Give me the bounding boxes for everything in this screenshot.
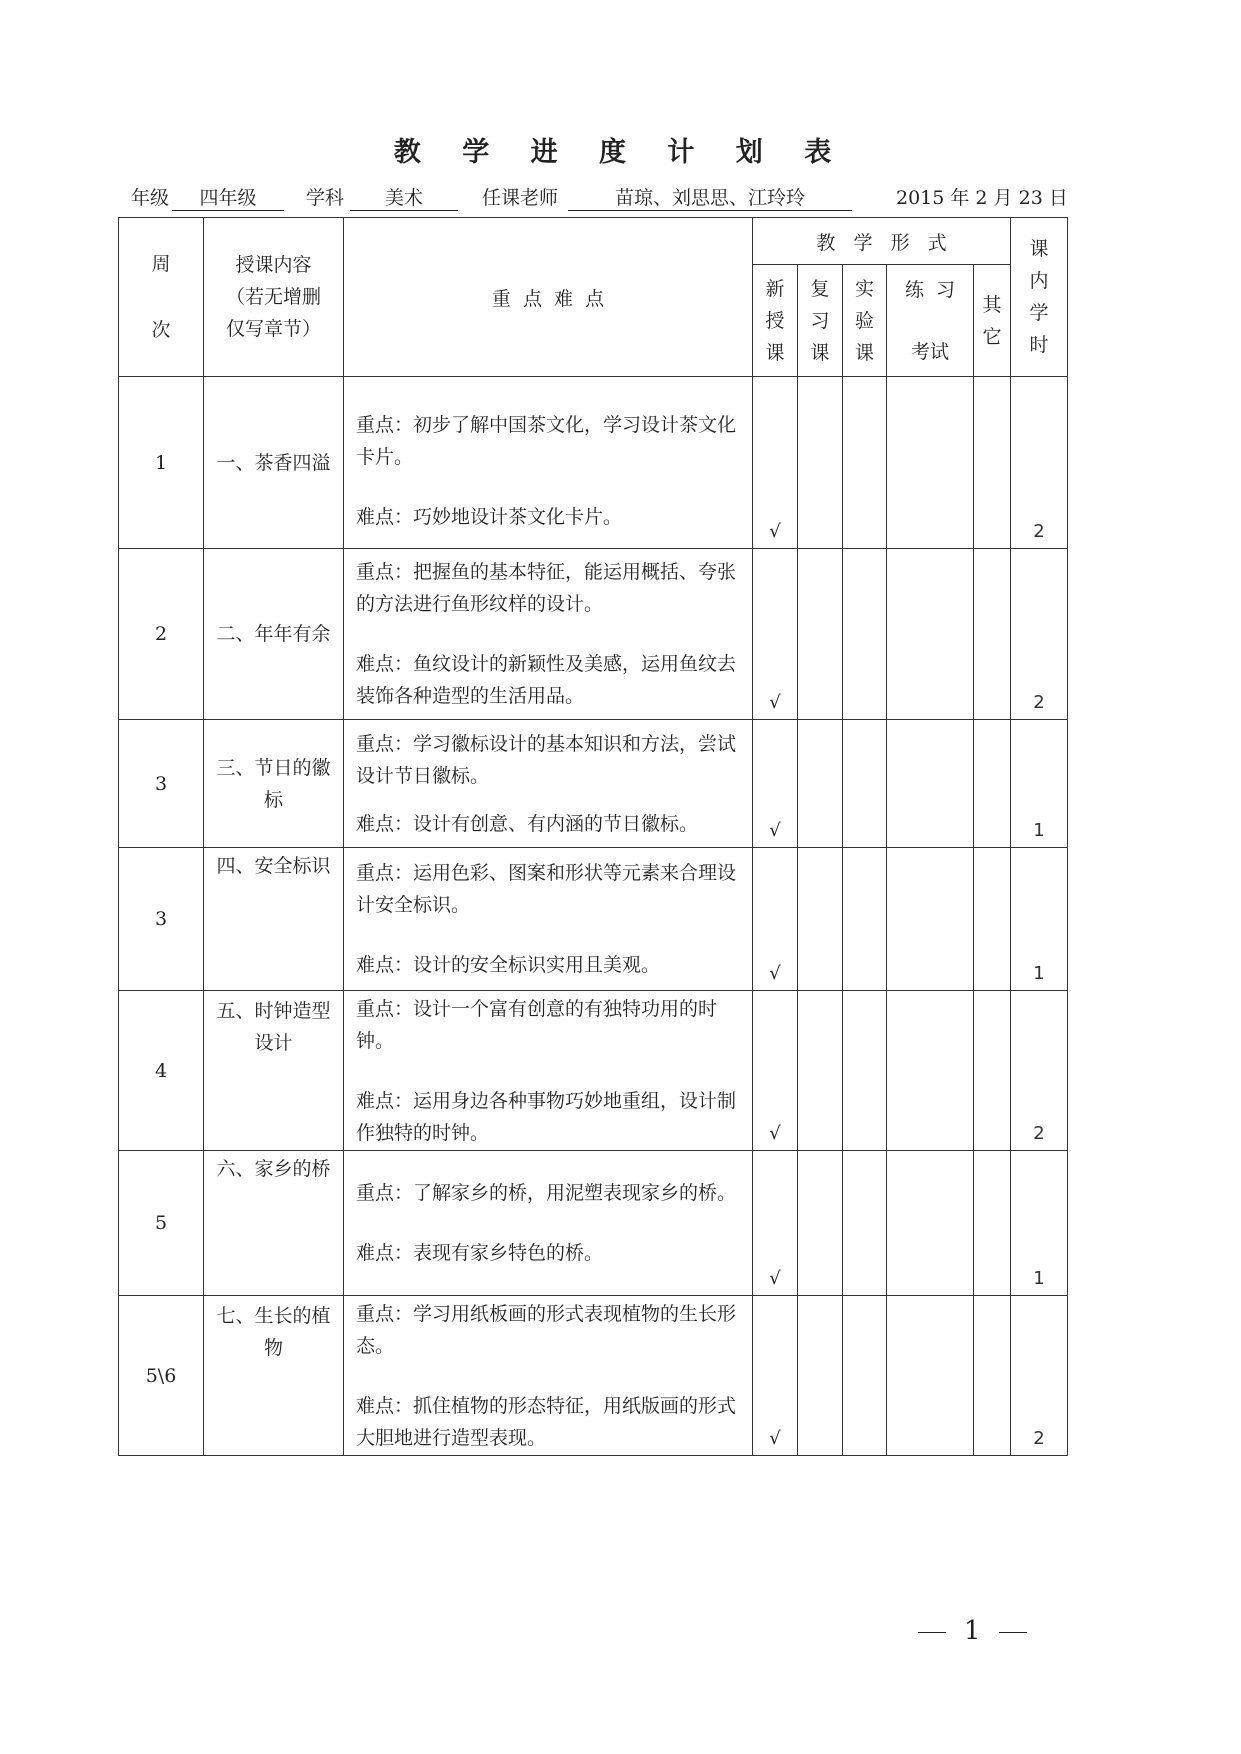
difficulty-text: 难点：巧妙地设计茶文化卡片。 [356,505,623,528]
new-lesson-check: √ [753,991,798,1151]
hours-cell: 1 [1011,848,1068,991]
difficulty-text: 难点：表现有家乡特色的桥。 [356,1242,604,1264]
difficulty-text: 难点：运用身边各种事物巧妙地重组，设计制作独特的时钟。 [356,1089,737,1144]
experiment-cell [843,1151,887,1296]
subject-value: 美术 [350,186,458,211]
other-cell [974,848,1011,991]
difficulty-text: 难点：鱼纹设计的新颖性及美感，运用鱼纹去装饰各种造型的生活用品。 [356,653,737,707]
experiment-cell [843,848,887,991]
experiment-cell [843,377,887,549]
page-number-value: 1 [964,1616,981,1646]
focus-header [344,218,753,377]
hours-cell: 2 [1011,377,1068,549]
review-cell [798,848,843,991]
table-row [119,1151,1068,1296]
focus-text: 重点：学习徽标设计的基本知识和方法，尝试设计节日徽标。 [356,732,737,787]
week-header-top: 周 [151,253,171,275]
page-dash-right [999,1632,1027,1633]
experiment-header-char-2: 验 [854,309,874,332]
review-cell [798,720,843,848]
focus-cell [344,1296,753,1456]
new-header-char-3: 课 [765,341,785,364]
new-header-char-1: 新 [765,277,785,300]
content-cell: 三、节日的徽标 [204,720,344,848]
content-cell: 四、安全标识 [204,848,344,991]
hours-cell: 2 [1011,991,1068,1151]
other-cell [974,377,1011,549]
review-cell [798,377,843,549]
review-header-char-1: 复 [810,277,830,300]
teacher-value: 苗琼、刘思思、江玲玲 [568,186,852,211]
practice-cell [887,1151,974,1296]
date-text: 2015 年 2 月 23 日 [896,187,1068,209]
review-cell [798,991,843,1151]
content-cell: 六、家乡的桥 [204,1151,344,1296]
practice-cell [887,549,974,720]
experiment-cell [843,1296,887,1456]
experiment-lesson-header [843,265,887,377]
page-title: 教 学 进 度 计 划 表 [393,137,848,168]
hours-header-char-2: 内 [1029,270,1049,292]
week-cell: 3 [119,720,204,848]
focus-cell [344,1151,753,1296]
grade-label: 年级 [131,187,170,209]
new-header-char-2: 授 [765,309,785,332]
hours-header-char-3: 学 [1029,302,1049,324]
table-row [119,549,1068,720]
week-cell: 5 [119,1151,204,1296]
focus-cell [344,720,753,848]
other-cell [974,720,1011,848]
week-header [119,218,204,377]
content-header [204,218,344,377]
teacher-label: 任课老师 [482,187,559,209]
practice-cell [887,991,974,1151]
review-lesson-header [798,265,843,377]
review-header-char-2: 习 [810,309,830,332]
content-header-line2: （若无增删 [225,286,321,308]
page-number [900,1616,1040,1646]
table-row [119,377,1068,549]
form-header-label: 教 学 形 式 [816,231,947,254]
other-cell [974,991,1011,1151]
table-row [119,848,1068,991]
review-cell [798,549,843,720]
content-header-line1: 授课内容 [235,254,312,276]
week-header-bottom: 次 [151,319,171,341]
difficulty-text: 难点：设计的安全标识实用且美观。 [356,954,661,976]
focus-header-label: 重 点 难 点 [491,287,605,310]
grade-value: 四年级 [172,186,284,211]
focus-cell [344,848,753,991]
new-lesson-check: √ [753,720,798,848]
other-header-char-2: 它 [982,325,1002,348]
new-lesson-check: √ [753,1151,798,1296]
other-cell [974,1296,1011,1456]
other-cell [974,1151,1011,1296]
table-row [119,1296,1068,1456]
practice-header-line1: 练 习 [904,278,956,301]
info-line [0,186,1241,212]
other-header [974,265,1011,377]
content-cell: 二、年年有余 [204,549,344,720]
hours-header-char-1: 课 [1029,238,1049,260]
new-lesson-check: √ [753,848,798,991]
hours-cell: 2 [1011,549,1068,720]
week-cell: 3 [119,848,204,991]
week-cell: 4 [119,991,204,1151]
experiment-header-char-3: 课 [854,341,874,364]
focus-text: 重点：设计一个富有创意的有独特功用的时钟。 [356,997,718,1052]
experiment-header-char-1: 实 [854,277,874,300]
practice-cell [887,720,974,848]
week-cell: 1 [119,377,204,549]
content-cell: 七、生长的植物 [204,1296,344,1456]
new-lesson-header [753,265,798,377]
focus-cell [344,991,753,1151]
table-row [119,720,1068,848]
plan-table [118,217,1068,1456]
practice-exam-header [887,265,974,377]
review-cell [798,1151,843,1296]
hours-header [1011,218,1068,377]
hours-cell: 1 [1011,1151,1068,1296]
hours-cell: 2 [1011,1296,1068,1456]
experiment-cell [843,991,887,1151]
difficulty-text: 难点：设计有创意、有内涵的节日徽标。 [356,812,699,835]
practice-cell [887,1296,974,1456]
table-row [119,991,1068,1151]
week-cell: 5\6 [119,1296,204,1456]
week-cell: 2 [119,549,204,720]
focus-text: 重点：了解家乡的桥，用泥塑表现家乡的桥。 [356,1182,737,1204]
difficulty-text: 难点：抓住植物的形态特征，用纸版画的形式大胆地进行造型表现。 [356,1394,737,1449]
hours-header-char-4: 时 [1029,334,1049,356]
content-cell: 五、时钟造型设计 [204,991,344,1151]
practice-header-line2: 考试 [910,340,949,363]
subject-label: 学科 [306,187,345,209]
other-header-char-1: 其 [982,293,1002,316]
review-cell [798,1296,843,1456]
review-header-char-3: 课 [810,341,830,364]
hours-cell: 1 [1011,720,1068,848]
focus-text: 重点：运用色彩、图案和形状等元素来合理设计安全标识。 [356,862,737,916]
experiment-cell [843,549,887,720]
other-cell [974,549,1011,720]
focus-text: 重点：把握鱼的基本特征，能运用概括、夸张的方法进行鱼形纹样的设计。 [356,561,737,615]
practice-cell [887,848,974,991]
form-header [753,218,1011,265]
experiment-cell [843,720,887,848]
practice-cell [887,377,974,549]
content-cell: 一、茶香四溢 [204,377,344,549]
new-lesson-check: √ [753,377,798,549]
focus-cell [344,549,753,720]
new-lesson-check: √ [753,1296,798,1456]
content-header-line3: 仅写章节） [225,318,321,340]
page-dash-left [918,1632,946,1633]
focus-cell [344,377,753,549]
focus-text: 重点：初步了解中国茶文化，学习设计茶文化卡片。 [356,413,737,468]
new-lesson-check: √ [753,549,798,720]
header-row-1 [119,218,1068,265]
focus-text: 重点：学习用纸板画的形式表现植物的生长形态。 [356,1302,737,1357]
